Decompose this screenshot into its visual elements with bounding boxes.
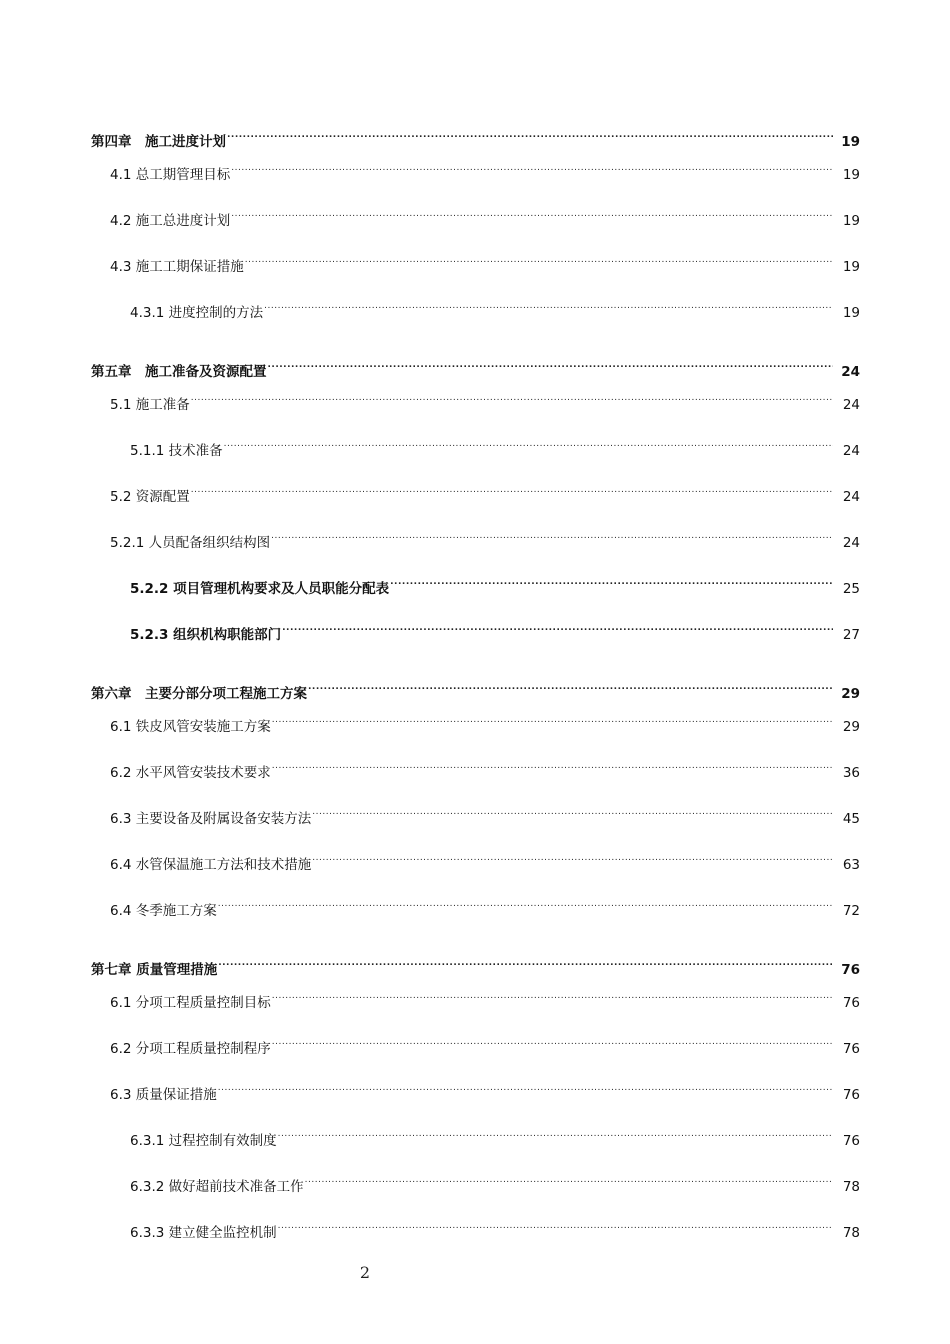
dot-leader [312,805,833,823]
dot-leader [218,956,833,974]
toc-entry-page: 19 [842,167,860,183]
toc-entry-page: 29 [842,719,860,735]
toc-entry-5-2-3[interactable] [0,621,950,644]
toc-entry-6-4-winter[interactable] [0,897,950,920]
dot-leader [272,1035,833,1053]
toc-entry-page: 76 [842,1041,860,1057]
dot-leader [231,161,833,179]
toc-entry-page: 63 [842,857,860,873]
toc-entry-page: 19 [841,134,860,150]
toc-entry-page: 72 [842,903,860,919]
toc-entry-chapter-5[interactable] [0,358,950,381]
toc-entry-7-6-3-1[interactable] [0,1127,950,1150]
toc-entry-page: 24 [842,397,860,413]
toc-entry-label: 6.1 分项工程质量控制目标 [110,995,271,1011]
toc-entry-label: 5.1.1 技术准备 [130,443,223,459]
dot-leader [245,253,833,271]
dot-leader [278,1127,833,1145]
dot-leader [305,1173,833,1191]
dot-leader [218,897,833,915]
dot-leader [191,483,833,501]
toc-entry-chapter-4[interactable] [0,128,950,151]
toc-entry-label: 5.2.3 组织机构职能部门 [130,627,282,643]
toc-entry-7-6-2[interactable] [0,1035,950,1058]
toc-entry-4-3-1[interactable] [0,299,950,322]
toc-entry-page: 24 [841,364,860,380]
toc-entry-page: 36 [842,765,860,781]
dot-leader [227,128,833,146]
toc-entry-page: 19 [842,213,860,229]
toc-entry-label: 第五章 施工准备及资源配置 [91,364,267,380]
toc-entry-label: 第六章 主要分部分项工程施工方案 [91,686,307,702]
dot-leader [272,713,833,731]
toc-entry-label: 5.1 施工准备 [110,397,190,413]
toc-entry-5-2-2[interactable] [0,575,950,598]
dot-leader [268,358,834,376]
toc-entry-page: 76 [842,1133,860,1149]
toc-entry-page: 24 [842,443,860,459]
toc-entry-page: 19 [842,259,860,275]
toc-entry-page: 29 [841,686,860,702]
toc-entry-5-1-1[interactable] [0,437,950,460]
toc-entry-page: 19 [842,305,860,321]
toc-entry-6-1[interactable] [0,713,950,736]
toc-entry-4-2[interactable] [0,207,950,230]
dot-leader [272,989,833,1007]
toc-entry-page: 76 [842,1087,860,1103]
toc-entry-5-1[interactable] [0,391,950,414]
toc-entry-label: 6.3 主要设备及附属设备安装方法 [110,811,312,827]
toc-entry-6-2[interactable] [0,759,950,782]
page-number: 2 [359,1263,371,1282]
toc-entry-label: 4.2 施工总进度计划 [110,213,231,229]
toc-entry-4-1[interactable] [0,161,950,184]
toc-entry-page: 27 [842,627,860,643]
toc-entry-7-6-3-3[interactable] [0,1219,950,1242]
toc-entry-label: 5.2 资源配置 [110,489,190,505]
dot-leader [278,1219,833,1237]
toc-entry-label: 6.3.1 过程控制有效制度 [130,1133,277,1149]
toc-entry-label: 6.4 冬季施工方案 [110,903,217,919]
dot-leader [224,437,833,455]
toc-entry-7-6-3-2[interactable] [0,1173,950,1196]
toc-entry-label: 4.3.1 进度控制的方法 [130,305,264,321]
toc-entry-5-2-1[interactable] [0,529,950,552]
toc-entry-label: 第四章 施工进度计划 [91,134,226,150]
toc-entry-page: 24 [842,535,860,551]
toc-entry-7-6-3[interactable] [0,1081,950,1104]
toc-entry-label: 5.2.1 人员配备组织结构图 [110,535,271,551]
toc-entry-6-4[interactable] [0,851,950,874]
toc-entry-label: 6.2 分项工程质量控制程序 [110,1041,271,1057]
toc-entry-label: 4.3 施工工期保证措施 [110,259,244,275]
toc-entry-label: 6.1 铁皮风管安装施工方案 [110,719,271,735]
dot-leader [191,391,833,409]
dot-leader [272,759,833,777]
toc-entry-label: 6.3.2 做好超前技术准备工作 [130,1179,304,1195]
toc-entry-label: 6.3.3 建立健全监控机制 [130,1225,277,1241]
dot-leader [308,680,833,698]
toc-entry-page: 76 [841,962,860,978]
dot-leader [282,621,833,639]
dot-leader [390,575,833,593]
dot-leader [231,207,833,225]
toc-entry-page: 78 [842,1179,860,1195]
toc-entry-page: 78 [842,1225,860,1241]
dot-leader [218,1081,833,1099]
dot-leader [264,299,833,317]
toc-entry-label: 6.3 质量保证措施 [110,1087,217,1103]
toc-entry-4-3[interactable] [0,253,950,276]
toc-entry-5-2[interactable] [0,483,950,506]
toc-entry-page: 24 [842,489,860,505]
toc-entry-page: 45 [842,811,860,827]
toc-entry-6-3[interactable] [0,805,950,828]
toc-entry-chapter-6[interactable] [0,680,950,703]
toc-entry-label: 第七章 质量管理措施 [91,962,218,978]
toc-entry-page: 76 [842,995,860,1011]
toc-entry-7-6-1[interactable] [0,989,950,1012]
toc-entry-chapter-7[interactable] [0,956,950,979]
toc-entry-label: 5.2.2 项目管理机构要求及人员职能分配表 [130,581,390,597]
toc-entry-label: 4.1 总工期管理目标 [110,167,231,183]
toc-entry-page: 25 [842,581,860,597]
dot-leader [271,529,833,547]
toc-entry-label: 6.2 水平风管安装技术要求 [110,765,271,781]
toc-entry-label: 6.4 水管保温施工方法和技术措施 [110,857,312,873]
dot-leader [312,851,833,869]
